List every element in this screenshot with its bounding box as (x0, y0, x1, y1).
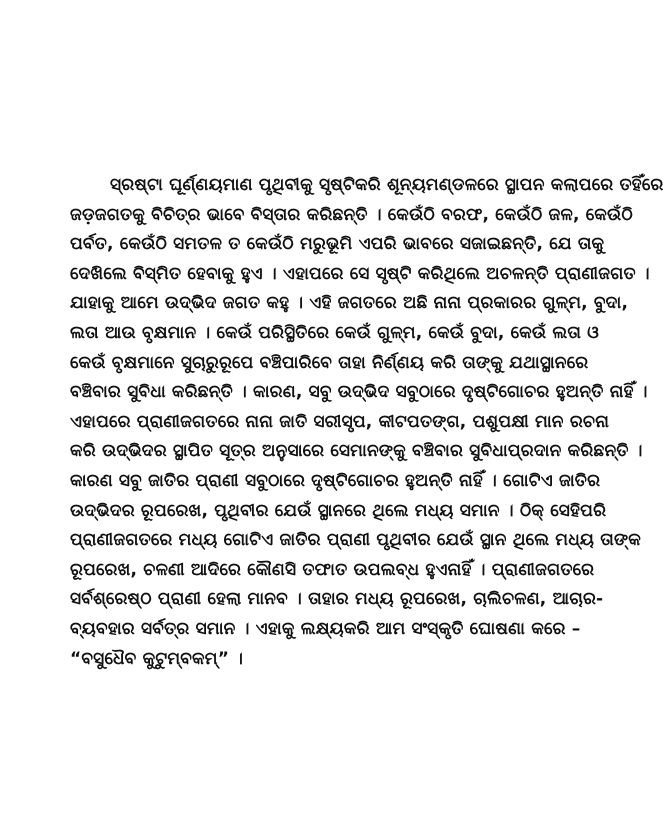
text-line: ରୂପରେଖ, ଚଳଣୀ ଆଦିରେ କୌଣସି ତଫାତ ଉପଲବ୍ଧ ହୁଏନାହିଁ । ପ୍ରାଣୀଜଗତରେ (70, 559, 595, 580)
text-line: ଲତା ଆଉ ବୃକ୍ଷମାନ । କେଉଁ ପରିସ୍ଥିତିରେ କେଉଁ ଗୁଳ୍ମ, କେଉଁ ବୁଦା, କେଉଁ ଲତା ଓ (70, 322, 600, 343)
text-line: ବଞ୍ଚିବାର ସୁବିଧା କରିଛନ୍ତି । କାରଣ, ସବୁ ଉଦ୍ଭିଦ ସବୁଠାରେ ଦୃଷ୍ଟିଗୋଚର ହୁଅନ୍ତି ନାହିଁ । (70, 382, 648, 403)
text-line: ବ୍ୟବହାର ସର୍ବତ୍ର ସମାନ । ଏହାକୁ ଲକ୍ଷ୍ୟକରି ଆମ ସଂସ୍କୃତି ଘୋଷଣା କରେ – (70, 618, 581, 639)
text-line: କରି ଉଦ୍ଭିଦର ସ୍ଥାପିତ ସୂତ୍ର ଅନୁସାରେ ସେମାନଙ୍କୁ ବଞ୍ଚିବାର ସୁବିଧାପ୍ରଦାନ କରିଛନ୍ତି । (70, 441, 643, 462)
text-line: ଦେଖିଲେ ବିସ୍ମିତ ହେବାକୁ ହୁଏ । ଏହାପରେ ସେ ସୃଷ୍ଟି କରିଥିଲେ ଅଚଳନ୍ତି ପ୍ରାଣୀଜଗତ । (70, 263, 650, 284)
text-line: ଏହାପରେ ପ୍ରାଣୀଜଗତରେ ନାନା ଜାତି ସରୀସୃପ, କୀଟପତଙ୍ଗ, ପଶୁପକ୍ଷୀ ମାନ ରଚନା (70, 411, 610, 432)
text-line: ସ୍ରଷ୍ଟା ଘୂର୍ଣ୍ଣୟମାଣ ପୃଥିବୀକୁ ସୃଷ୍ଟିକରି ଶୂନ୍ୟମଣ୍ଡଳରେ ସ୍ଥାପନ କଲାପରେ ତହିଁରେ (110, 175, 663, 195)
text-line: କେଉଁ ବୃକ୍ଷମାନେ ସୁଚାରୁରୂପେ ବଞ୍ଚିପାରିବେ ତାହା ନିର୍ଣ୍ଣୟ କରି ତାଙ୍କୁ ଯଥାସ୍ଥାନରେ (70, 352, 589, 373)
text-line: ଉଦ୍ଭିଦର ରୂପରେଖ, ପୃଥିବୀର ଯେଉଁ ସ୍ଥାନରେ ଥିଲେ ମଧ୍ୟ ସମାନ । ଠିକ୍ ସେହିପରି (70, 500, 607, 521)
body-paragraph (70, 171, 663, 674)
text-line: ପର୍ବତ, କେଉଁଠି ସମତଳ ତ କେଉଁଠି ମରୁଭୂମି ଏପରି ଭାବରେ ସଜାଇଛନ୍ତି, ଯେ ତାକୁ (70, 234, 605, 255)
text-line: ଯାହାକୁ ଆମେ ଉଦ୍ଭିଦ ଜଗତ କହୁ । ଏହି ଜଗତରେ ଅଛି ନାନା ପ୍ରକାରର ଗୁଳ୍ମ, ବୁଦା, (70, 293, 629, 314)
text-line: ପ୍ରାଣୀଜଗତରେ ମଧ୍ୟ ଗୋଟିଏ ଜାତିର ପ୍ରାଣୀ ପୃଥିବୀର ଯେଉଁ ସ୍ଥାନ ଥିଲେ ମଧ୍ୟ ତାଙ୍କ (70, 530, 642, 551)
text-line: କାରଣ ସବୁ ଜାତିର ପ୍ରାଣୀ ସବୁଠାରେ ଦୃଷ୍ଟିଗୋଚର ହୁଅନ୍ତି ନାହିଁ । ଗୋଟିଏ ଜାତିର (70, 470, 601, 491)
text-line: “ବସୁଧୈବ କୁଟୁମ୍ବକମ୍” । (70, 648, 244, 669)
text-line: ଜଡ଼ଜଗତକୁ ବିଚିତ୍ର ଭାବେ ବିସ୍ତାର କରିଛନ୍ତି । କେଉଁଠି ବରଫ, କେଉଁଠି ଜଳ, କେଉଁଠି (70, 204, 633, 225)
text-line: ସର୍ବଶ୍ରେଷ୍ଠ ପ୍ରାଣୀ ହେଲା ମାନବ । ତାହାର ମଧ୍ୟ ରୂପରେଖ, ଚାଲିଚଳଣ, ଆଚାର- (70, 589, 604, 610)
